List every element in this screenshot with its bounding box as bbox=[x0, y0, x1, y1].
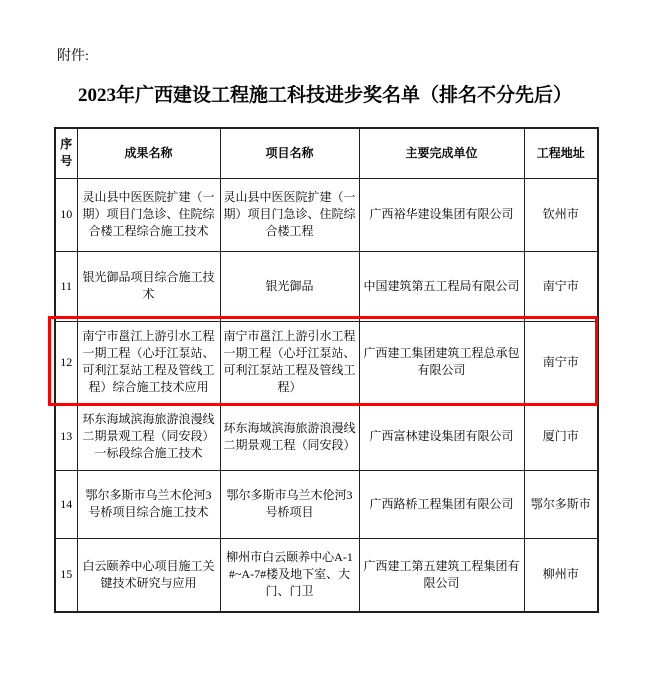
result-name-cell: 南宁市邕江上游引水工程一期工程（心圩江泵站、可利江泵站工程及管线工程）综合施工技术应用 bbox=[77, 321, 220, 403]
row-number: 11 bbox=[55, 251, 77, 321]
result-name-cell: 鄂尔多斯市乌兰木伦河3号桥项目综合施工技术 bbox=[77, 470, 220, 538]
project-name-cell: 南宁市邕江上游引水工程一期工程（心圩江泵站、可利江泵站工程及管线工程） bbox=[220, 321, 359, 403]
location-cell: 鄂尔多斯市 bbox=[524, 470, 598, 538]
col-header-location: 工程地址 bbox=[524, 128, 598, 178]
project-name-cell: 柳州市白云颐养中心A-1#~A-7#楼及地下室、大门、门卫 bbox=[220, 538, 359, 612]
col-header-index: 序号 bbox=[55, 128, 77, 178]
location-cell: 厦门市 bbox=[524, 403, 598, 470]
company-cell: 广西路桥工程集团有限公司 bbox=[359, 470, 524, 538]
project-name-cell: 环东海域滨海旅游浪漫线二期景观工程（同安段） bbox=[220, 403, 359, 470]
attachment-label: 附件: bbox=[57, 49, 89, 64]
location-cell: 南宁市 bbox=[524, 251, 598, 321]
location-cell: 钦州市 bbox=[524, 178, 598, 251]
row-number: 15 bbox=[55, 538, 77, 612]
result-name-cell: 银光御品项目综合施工技术 bbox=[77, 251, 220, 321]
row-number: 14 bbox=[55, 470, 77, 538]
result-name-cell: 环东海域滨海旅游浪漫线二期景观工程（同安段）一标段综合施工技术 bbox=[77, 403, 220, 470]
location-cell: 南宁市 bbox=[524, 321, 598, 403]
row-number: 13 bbox=[55, 403, 77, 470]
project-name-cell: 银光御品 bbox=[220, 251, 359, 321]
table-row bbox=[55, 538, 598, 612]
col-header-project: 项目名称 bbox=[220, 128, 359, 178]
company-cell: 广西建工集团建筑工程总承包有限公司 bbox=[359, 321, 524, 403]
table-row bbox=[55, 178, 598, 251]
awards-table bbox=[54, 127, 599, 613]
project-name-cell: 鄂尔多斯市乌兰木伦河3号桥项目 bbox=[220, 470, 359, 538]
company-cell: 广西裕华建设集团有限公司 bbox=[359, 178, 524, 251]
table-header-row bbox=[55, 128, 598, 178]
table-row bbox=[55, 470, 598, 538]
result-name-cell: 灵山县中医医院扩建（一期）项目门急诊、住院综合楼工程综合施工技术 bbox=[77, 178, 220, 251]
table-row bbox=[55, 403, 598, 470]
company-cell: 广西建工第五建筑工程集团有限公司 bbox=[359, 538, 524, 612]
col-header-result: 成果名称 bbox=[77, 128, 220, 178]
row-number: 12 bbox=[55, 321, 77, 403]
table-row bbox=[55, 251, 598, 321]
result-name-cell: 白云颐养中心项目施工关键技术研究与应用 bbox=[77, 538, 220, 612]
table-row-highlighted bbox=[55, 321, 598, 403]
row-number: 10 bbox=[55, 178, 77, 251]
col-header-company: 主要完成单位 bbox=[359, 128, 524, 178]
company-cell: 广西富林建设集团有限公司 bbox=[359, 403, 524, 470]
location-cell: 柳州市 bbox=[524, 538, 598, 612]
page-title: 2023年广西建设工程施工科技进步奖名单（排名不分先后） bbox=[77, 85, 572, 106]
company-cell: 中国建筑第五工程局有限公司 bbox=[359, 251, 524, 321]
project-name-cell: 灵山县中医医院扩建（一期）项目门急诊、住院综合楼工程 bbox=[220, 178, 359, 251]
